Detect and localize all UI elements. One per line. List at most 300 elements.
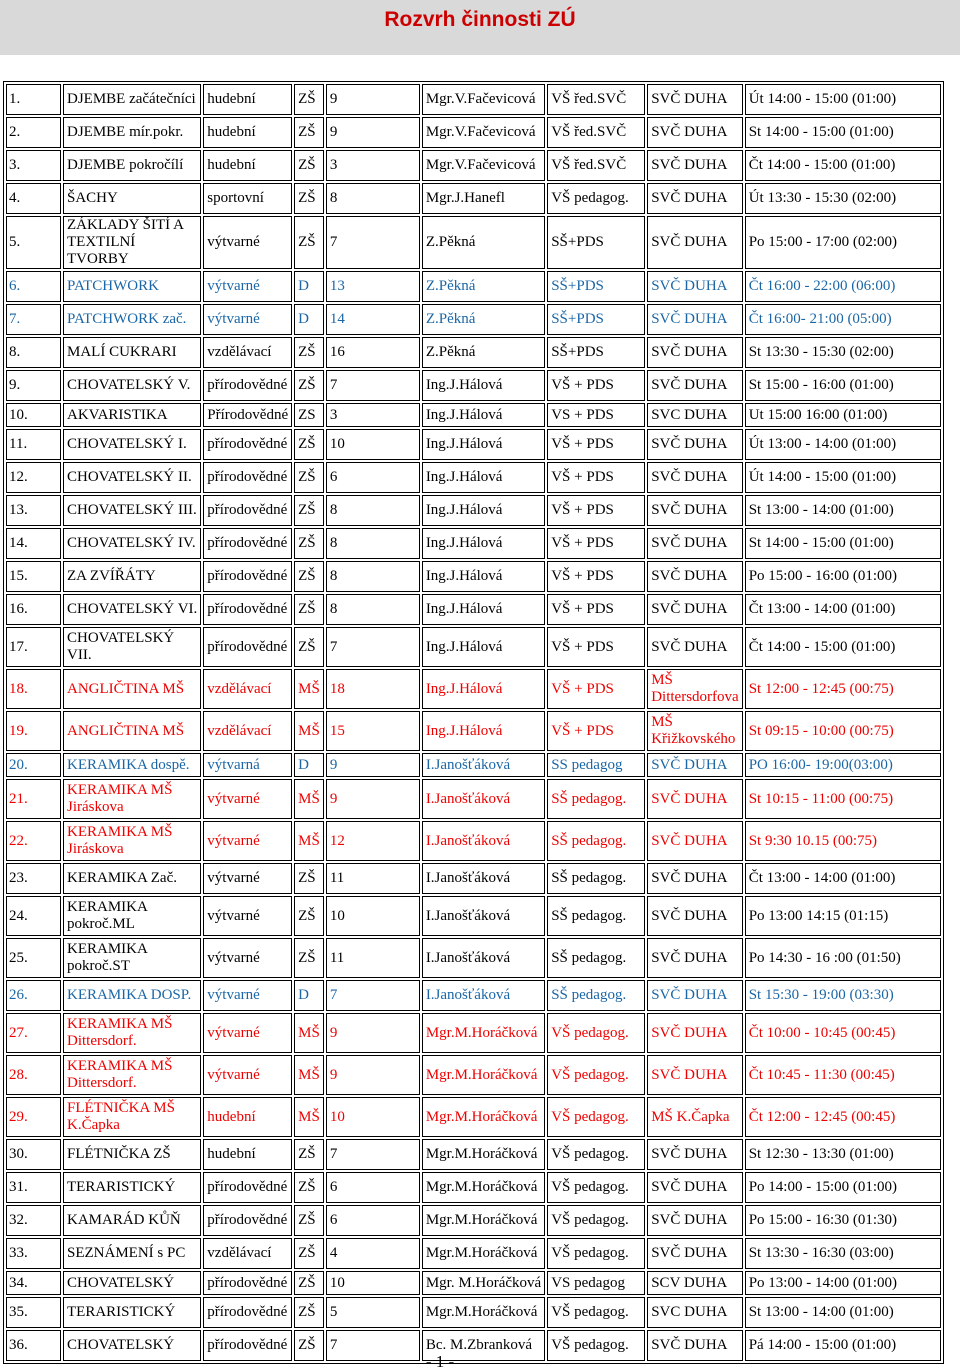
school-type-cell: D <box>294 753 324 777</box>
activity-name-cell: MALÍ CUKRARI <box>63 337 201 368</box>
participant-count-cell: 11 <box>326 863 420 894</box>
school-type-cell: MŠ <box>294 1013 324 1053</box>
activity-type-cell: vzdělávací <box>203 1238 292 1269</box>
school-type-cell: ZS <box>294 403 324 427</box>
participant-count-cell: 8 <box>326 528 420 559</box>
school-type-cell: MŠ <box>294 1097 324 1137</box>
leader-cell: I.Janošťáková <box>422 821 545 861</box>
table-row <box>6 1139 941 1170</box>
activity-name-cell: DJEMBE začátečníci <box>63 84 201 115</box>
activity-type-cell: výtvarné <box>203 1055 292 1095</box>
leader-cell: Ing.J.Hálová <box>422 669 545 709</box>
activity-name-cell: TERARISTICKÝ <box>63 1172 201 1203</box>
school-type-cell: D <box>294 271 324 302</box>
leader-cell: Bc. M.Zbranková <box>422 1330 545 1361</box>
location-cell: SVČ DUHA <box>647 183 742 214</box>
schedule-time-cell: Pá 14:00 - 15:00 (01:00) <box>745 1330 941 1361</box>
table-row <box>6 561 941 592</box>
participant-count-cell: 8 <box>326 594 420 625</box>
location-cell: SVČ DUHA <box>647 627 742 667</box>
activity-type-cell: výtvarné <box>203 779 292 819</box>
activity-name-cell: ANGLIČTINA MŠ <box>63 669 201 709</box>
leader-qualification-cell: SŠ pedagog. <box>547 938 645 978</box>
row-number-cell: 20. <box>6 753 61 777</box>
row-number-cell: 13. <box>6 495 61 526</box>
participant-count-cell: 7 <box>326 980 420 1011</box>
school-type-cell: ZŠ <box>294 528 324 559</box>
table-row <box>6 1205 941 1236</box>
activity-type-cell: přírodovědné <box>203 495 292 526</box>
location-cell: SVČ DUHA <box>647 863 742 894</box>
leader-qualification-cell: SŠ pedagog. <box>547 779 645 819</box>
participant-count-cell: 10 <box>326 896 420 936</box>
participant-count-cell: 14 <box>326 304 420 335</box>
schedule-time-cell: Út 14:00 - 15:00 (01:00) <box>745 462 941 493</box>
schedule-time-cell: St 14:00 - 15:00 (01:00) <box>745 117 941 148</box>
schedule-time-cell: Čt 16:00- 21:00 (05:00) <box>745 304 941 335</box>
leader-cell: Ing.J.Hálová <box>422 528 545 559</box>
leader-cell: Ing.J.Hálová <box>422 370 545 401</box>
row-number-cell: 4. <box>6 183 61 214</box>
activity-name-cell: CHOVATELSKÝ II. <box>63 462 201 493</box>
activity-type-cell: přírodovědné <box>203 627 292 667</box>
schedule-time-cell: Po 13:00 - 14:00 (01:00) <box>745 1271 941 1295</box>
location-cell: SVČ DUHA <box>647 938 742 978</box>
leader-qualification-cell: SŠ+PDS <box>547 304 645 335</box>
leader-cell: Mgr.V.Fačevicová <box>422 117 545 148</box>
schedule-time-cell: St 15:30 - 19:00 (03:30) <box>745 980 941 1011</box>
school-type-cell: ZŠ <box>294 1172 324 1203</box>
leader-cell: Ing.J.Hálová <box>422 627 545 667</box>
activity-type-cell: sportovní <box>203 183 292 214</box>
location-cell: SVČ DUHA <box>647 216 742 269</box>
leader-qualification-cell: SŠ+PDS <box>547 337 645 368</box>
participant-count-cell: 15 <box>326 711 420 751</box>
location-cell: SVČ DUHA <box>647 84 742 115</box>
leader-qualification-cell: VŠ + PDS <box>547 429 645 460</box>
table-row <box>6 370 941 401</box>
location-cell: SVČ DUHA <box>647 1205 742 1236</box>
leader-qualification-cell: VŠ + PDS <box>547 370 645 401</box>
school-type-cell: MŠ <box>294 669 324 709</box>
activity-name-cell: CHOVATELSKÝ I. <box>63 429 201 460</box>
table-row <box>6 753 941 777</box>
schedule-time-cell: Čt 12:00 - 12:45 (00:45) <box>745 1097 941 1137</box>
row-number-cell: 35. <box>6 1297 61 1328</box>
participant-count-cell: 9 <box>326 84 420 115</box>
activity-name-cell: DJEMBE pokročílí <box>63 150 201 181</box>
leader-cell: Mgr.M.Horáčková <box>422 1238 545 1269</box>
schedule-time-cell: St 12:30 - 13:30 (01:00) <box>745 1139 941 1170</box>
table-row <box>6 462 941 493</box>
location-cell: SVČ DUHA <box>647 429 742 460</box>
leader-qualification-cell: SŠ+PDS <box>547 271 645 302</box>
leader-qualification-cell: VŠ + PDS <box>547 495 645 526</box>
table-row <box>6 779 941 819</box>
table-row <box>6 1271 941 1295</box>
activity-name-cell: ŠACHY <box>63 183 201 214</box>
table-row <box>6 528 941 559</box>
participant-count-cell: 3 <box>326 150 420 181</box>
schedule-time-cell: Čt 13:00 - 14:00 (01:00) <box>745 594 941 625</box>
row-number-cell: 19. <box>6 711 61 751</box>
school-type-cell: ZŠ <box>294 462 324 493</box>
table-row <box>6 403 941 427</box>
schedule-time-cell: PO 16:00- 19:00(03:00) <box>745 753 941 777</box>
row-number-cell: 24. <box>6 896 61 936</box>
activity-name-cell: KERAMIKA MŠ Dittersdorf. <box>63 1055 201 1095</box>
leader-qualification-cell: SŠ pedagog. <box>547 821 645 861</box>
table-row <box>6 863 941 894</box>
leader-cell: I.Janošťáková <box>422 863 545 894</box>
activity-type-cell: vzdělávací <box>203 669 292 709</box>
location-cell: SVČ DUHA <box>647 594 742 625</box>
leader-qualification-cell: VŠ + PDS <box>547 528 645 559</box>
row-number-cell: 3. <box>6 150 61 181</box>
activity-type-cell: výtvarné <box>203 938 292 978</box>
location-cell: MŠ Dittersdorfova <box>647 669 742 709</box>
table-row <box>6 980 941 1011</box>
activity-name-cell: CHOVATELSKÝ <box>63 1271 201 1295</box>
schedule-time-cell: Út 13:30 - 15:30 (02:00) <box>745 183 941 214</box>
leader-cell: Mgr.M.Horáčková <box>422 1297 545 1328</box>
activity-name-cell: SEZNÁMENÍ s PC <box>63 1238 201 1269</box>
participant-count-cell: 9 <box>326 1055 420 1095</box>
leader-cell: Ing.J.Hálová <box>422 462 545 493</box>
activity-type-cell: hudební <box>203 84 292 115</box>
participant-count-cell: 9 <box>326 779 420 819</box>
activity-type-cell: vzdělávací <box>203 711 292 751</box>
location-cell: SVČ DUHA <box>647 117 742 148</box>
leader-qualification-cell: SŠ pedagog. <box>547 863 645 894</box>
participant-count-cell: 7 <box>326 216 420 269</box>
leader-qualification-cell: VŠ + PDS <box>547 462 645 493</box>
row-number-cell: 33. <box>6 1238 61 1269</box>
participant-count-cell: 9 <box>326 1013 420 1053</box>
school-type-cell: D <box>294 304 324 335</box>
school-type-cell: ZŠ <box>294 938 324 978</box>
schedule-time-cell: St 13:00 - 14:00 (01:00) <box>745 1297 941 1328</box>
activity-type-cell: Přírodovědné <box>203 403 292 427</box>
participant-count-cell: 6 <box>326 1172 420 1203</box>
school-type-cell: ZŠ <box>294 1139 324 1170</box>
table-row <box>6 938 941 978</box>
participant-count-cell: 6 <box>326 462 420 493</box>
activity-name-cell: KERAMIKA DOSP. <box>63 980 201 1011</box>
table-row <box>6 150 941 181</box>
leader-qualification-cell: VŠ pedagog. <box>547 1172 645 1203</box>
location-cell: SVČ DUHA <box>647 980 742 1011</box>
leader-qualification-cell: SŠ pedagog. <box>547 980 645 1011</box>
participant-count-cell: 8 <box>326 561 420 592</box>
schedule-time-cell: St 09:15 - 10:00 (00:75) <box>745 711 941 751</box>
participant-count-cell: 5 <box>326 1297 420 1328</box>
table-row <box>6 896 941 936</box>
leader-cell: Mgr.M.Horáčková <box>422 1172 545 1203</box>
table-row <box>6 627 941 667</box>
leader-cell: Z.Pěkná <box>422 271 545 302</box>
activity-name-cell: KERAMIKA pokroč.ML <box>63 896 201 936</box>
schedule-time-cell: Po 15:00 - 17:00 (02:00) <box>745 216 941 269</box>
table-row <box>6 711 941 751</box>
row-number-cell: 14. <box>6 528 61 559</box>
activity-name-cell: CHOVATELSKÝ VII. <box>63 627 201 667</box>
leader-cell: Mgr.V.Fačevicová <box>422 150 545 181</box>
row-number-cell: 18. <box>6 669 61 709</box>
location-cell: SVČ DUHA <box>647 528 742 559</box>
leader-cell: Mgr.M.Horáčková <box>422 1013 545 1053</box>
row-number-cell: 22. <box>6 821 61 861</box>
schedule-time-cell: Čt 14:00 - 15:00 (01:00) <box>745 627 941 667</box>
participant-count-cell: 7 <box>326 370 420 401</box>
participant-count-cell: 6 <box>326 1205 420 1236</box>
activity-name-cell: CHOVATELSKÝ V. <box>63 370 201 401</box>
leader-cell: Ing.J.Hálová <box>422 594 545 625</box>
leader-qualification-cell: VŠ + PDS <box>547 669 645 709</box>
row-number-cell: 30. <box>6 1139 61 1170</box>
leader-qualification-cell: VŠ + PDS <box>547 561 645 592</box>
location-cell: SVČ DUHA <box>647 1013 742 1053</box>
location-cell: SVČ DUHA <box>647 821 742 861</box>
school-type-cell: ZŠ <box>294 117 324 148</box>
school-type-cell: ZŠ <box>294 216 324 269</box>
school-type-cell: ZŠ <box>294 150 324 181</box>
leader-cell: I.Janošťáková <box>422 896 545 936</box>
leader-qualification-cell: VS + PDS <box>547 403 645 427</box>
leader-cell: I.Janošťáková <box>422 980 545 1011</box>
leader-cell: Mgr. M.Horáčková <box>422 1271 545 1295</box>
location-cell: SVČ DUHA <box>647 304 742 335</box>
participant-count-cell: 8 <box>326 183 420 214</box>
location-cell: SVČ DUHA <box>647 753 742 777</box>
activity-name-cell: KERAMIKA MŠ Jiráskova <box>63 779 201 819</box>
table-row <box>6 1297 941 1328</box>
row-number-cell: 8. <box>6 337 61 368</box>
table-row <box>6 495 941 526</box>
leader-cell: Ing.J.Hálová <box>422 495 545 526</box>
leader-qualification-cell: SŠ+PDS <box>547 216 645 269</box>
school-type-cell: ZŠ <box>294 337 324 368</box>
location-cell: MŠ Křižkovského <box>647 711 742 751</box>
activity-type-cell: přírodovědné <box>203 1297 292 1328</box>
leader-cell: I.Janošťáková <box>422 938 545 978</box>
row-number-cell: 1. <box>6 84 61 115</box>
leader-qualification-cell: VŠ řed.SVČ <box>547 84 645 115</box>
schedule-time-cell: Po 15:00 - 16:30 (01:30) <box>745 1205 941 1236</box>
activity-name-cell: CHOVATELSKÝ <box>63 1330 201 1361</box>
activity-name-cell: PATCHWORK zač. <box>63 304 201 335</box>
activity-type-cell: výtvarné <box>203 304 292 335</box>
activity-name-cell: KERAMIKA pokroč.ST <box>63 938 201 978</box>
activity-type-cell: výtvarné <box>203 821 292 861</box>
leader-qualification-cell: VŠ pedagog. <box>547 1097 645 1137</box>
row-number-cell: 15. <box>6 561 61 592</box>
activity-type-cell: hudební <box>203 117 292 148</box>
school-type-cell: ZŠ <box>294 429 324 460</box>
table-row <box>6 1055 941 1095</box>
activity-type-cell: přírodovědné <box>203 594 292 625</box>
activity-name-cell: AKVARISTIKA <box>63 403 201 427</box>
location-cell: SVC DUHA <box>647 403 742 427</box>
activity-type-cell: přírodovědné <box>203 462 292 493</box>
row-number-cell: 29. <box>6 1097 61 1137</box>
row-number-cell: 32. <box>6 1205 61 1236</box>
table-row <box>6 1238 941 1269</box>
participant-count-cell: 13 <box>326 271 420 302</box>
school-type-cell: ZŠ <box>294 1205 324 1236</box>
activity-type-cell: přírodovědné <box>203 561 292 592</box>
schedule-time-cell: St 15:00 - 16:00 (01:00) <box>745 370 941 401</box>
schedule-time-cell: Čt 10:45 - 11:30 (00:45) <box>745 1055 941 1095</box>
school-type-cell: ZŠ <box>294 183 324 214</box>
school-type-cell: ZŠ <box>294 863 324 894</box>
row-number-cell: 10. <box>6 403 61 427</box>
location-cell: SVČ DUHA <box>647 337 742 368</box>
leader-qualification-cell: VŠ pedagog. <box>547 183 645 214</box>
participant-count-cell: 16 <box>326 337 420 368</box>
row-number-cell: 12. <box>6 462 61 493</box>
participant-count-cell: 8 <box>326 495 420 526</box>
schedule-time-cell: Po 14:30 - 16 :00 (01:50) <box>745 938 941 978</box>
table-row <box>6 304 941 335</box>
table-row <box>6 117 941 148</box>
leader-qualification-cell: VS pedagog <box>547 1271 645 1295</box>
schedule-time-cell: St 10:15 - 11:00 (00:75) <box>745 779 941 819</box>
location-cell: MŠ K.Čapka <box>647 1097 742 1137</box>
activity-type-cell: přírodovědné <box>203 370 292 401</box>
location-cell: SVČ DUHA <box>647 561 742 592</box>
activity-name-cell: KERAMIKA dospě. <box>63 753 201 777</box>
activity-type-cell: výtvarná <box>203 753 292 777</box>
leader-qualification-cell: SŠ pedagog. <box>547 896 645 936</box>
location-cell: SVČ DUHA <box>647 370 742 401</box>
activity-type-cell: hudební <box>203 150 292 181</box>
row-number-cell: 23. <box>6 863 61 894</box>
row-number-cell: 26. <box>6 980 61 1011</box>
school-type-cell: ZŠ <box>294 896 324 936</box>
schedule-time-cell: St 13:30 - 15:30 (02:00) <box>745 337 941 368</box>
leader-cell: Mgr.J.Hanefl <box>422 183 545 214</box>
participant-count-cell: 10 <box>326 1097 420 1137</box>
activity-type-cell: přírodovědné <box>203 1271 292 1295</box>
schedule-time-cell: Po 15:00 - 16:00 (01:00) <box>745 561 941 592</box>
location-cell: SVČ DUHA <box>647 1055 742 1095</box>
participant-count-cell: 10 <box>326 429 420 460</box>
activity-name-cell: TERARISTICKÝ <box>63 1297 201 1328</box>
school-type-cell: ZŠ <box>294 594 324 625</box>
activity-type-cell: hudební <box>203 1097 292 1137</box>
schedule-time-cell: St 13:00 - 14:00 (01:00) <box>745 495 941 526</box>
row-number-cell: 16. <box>6 594 61 625</box>
leader-qualification-cell: VŠ pedagog. <box>547 1297 645 1328</box>
school-type-cell: MŠ <box>294 711 324 751</box>
location-cell: SVČ DUHA <box>647 1238 742 1269</box>
location-cell: SVČ DUHA <box>647 271 742 302</box>
row-number-cell: 31. <box>6 1172 61 1203</box>
leader-qualification-cell: VŠ pedagog. <box>547 1238 645 1269</box>
participant-count-cell: 11 <box>326 938 420 978</box>
row-number-cell: 11. <box>6 429 61 460</box>
activity-type-cell: výtvarné <box>203 216 292 269</box>
leader-cell: Ing.J.Hálová <box>422 711 545 751</box>
schedule-time-cell: Út 13:00 - 14:00 (01:00) <box>745 429 941 460</box>
row-number-cell: 2. <box>6 117 61 148</box>
school-type-cell: D <box>294 980 324 1011</box>
table-row <box>6 429 941 460</box>
school-type-cell: ZŠ <box>294 1271 324 1295</box>
participant-count-cell: 9 <box>326 753 420 777</box>
leader-cell: Mgr.M.Horáčková <box>422 1139 545 1170</box>
table-row <box>6 594 941 625</box>
leader-qualification-cell: VŠ + PDS <box>547 594 645 625</box>
schedule-time-cell: St 14:00 - 15:00 (01:00) <box>745 528 941 559</box>
table-row <box>6 1172 941 1203</box>
schedule-time-cell: Po 13:00 14:15 (01:15) <box>745 896 941 936</box>
activity-name-cell: CHOVATELSKÝ III. <box>63 495 201 526</box>
leader-cell: Z.Pěkná <box>422 304 545 335</box>
activity-type-cell: výtvarné <box>203 1013 292 1053</box>
row-number-cell: 34. <box>6 1271 61 1295</box>
participant-count-cell: 3 <box>326 403 420 427</box>
table-row <box>6 216 941 269</box>
school-type-cell: MŠ <box>294 779 324 819</box>
leader-qualification-cell: SS pedagog <box>547 753 645 777</box>
schedule-time-cell: Čt 10:00 - 10:45 (00:45) <box>745 1013 941 1053</box>
leader-qualification-cell: VŠ pedagog. <box>547 1330 645 1361</box>
schedule-time-cell: Čt 16:00 - 22:00 (06:00) <box>745 271 941 302</box>
location-cell: SVČ DUHA <box>647 150 742 181</box>
leader-cell: Ing.J.Hálová <box>422 429 545 460</box>
row-number-cell: 6. <box>6 271 61 302</box>
row-number-cell: 27. <box>6 1013 61 1053</box>
school-type-cell: ZŠ <box>294 561 324 592</box>
activity-name-cell: KERAMIKA MŠ Dittersdorf. <box>63 1013 201 1053</box>
location-cell: SVČ DUHA <box>647 1172 742 1203</box>
row-number-cell: 5. <box>6 216 61 269</box>
table-row <box>6 1013 941 1053</box>
page-number: - 1 - <box>425 1352 455 1371</box>
page-title: Rozvrh činnosti ZÚ <box>384 8 576 31</box>
activity-type-cell: přírodovědné <box>203 1205 292 1236</box>
school-type-cell: ZŠ <box>294 1330 324 1361</box>
leader-qualification-cell: VŠ pedagog. <box>547 1139 645 1170</box>
participant-count-cell: 4 <box>326 1238 420 1269</box>
table-row <box>6 271 941 302</box>
activity-type-cell: vzdělávací <box>203 337 292 368</box>
activity-type-cell: výtvarné <box>203 896 292 936</box>
location-cell: SVČ DUHA <box>647 495 742 526</box>
leader-qualification-cell: VŠ pedagog. <box>547 1055 645 1095</box>
row-number-cell: 9. <box>6 370 61 401</box>
location-cell: SCV DUHA <box>647 1271 742 1295</box>
row-number-cell: 36. <box>6 1330 61 1361</box>
participant-count-cell: 7 <box>326 627 420 667</box>
location-cell: SVČ DUHA <box>647 1330 742 1361</box>
activity-name-cell: ZÁKLADY ŠITÍ A TEXTILNÍ TVORBY <box>63 216 201 269</box>
location-cell: SVČ DUHA <box>647 1139 742 1170</box>
activity-name-cell: KAMARÁD KŮŇ <box>63 1205 201 1236</box>
participant-count-cell: 18 <box>326 669 420 709</box>
activity-name-cell: KERAMIKA Zač. <box>63 863 201 894</box>
row-number-cell: 17. <box>6 627 61 667</box>
table-row <box>6 821 941 861</box>
leader-cell: Mgr.M.Horáčková <box>422 1055 545 1095</box>
leader-cell: I.Janošťáková <box>422 779 545 819</box>
schedule-time-cell: Po 14:00 - 15:00 (01:00) <box>745 1172 941 1203</box>
location-cell: SVČ DUHA <box>647 779 742 819</box>
leader-cell: Ing.J.Hálová <box>422 561 545 592</box>
activity-name-cell: PATCHWORK <box>63 271 201 302</box>
